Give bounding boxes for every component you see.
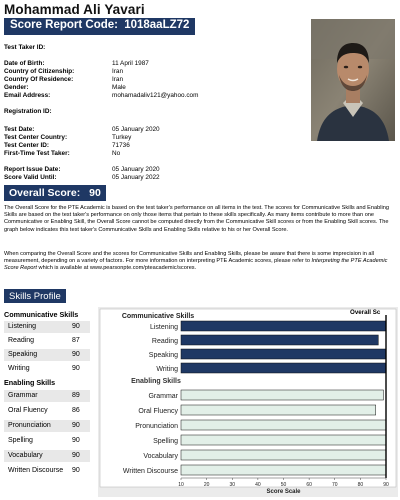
portrait-image (311, 19, 395, 141)
vocabulary-score: 90 (72, 452, 80, 459)
chart-label-reading: Reading (151, 338, 178, 345)
chart-bar-speaking (181, 349, 386, 359)
test-center-country-label: Test Center Country: (4, 134, 68, 141)
gender-label: Gender: (4, 84, 29, 91)
scores-url-text: which is available at www.pearsonpte.com/pteacademic/scores. (36, 265, 197, 272)
chart-x-tick-label-60: 60 (306, 482, 312, 488)
speaking-label: Speaking (8, 351, 38, 358)
dob-label: Date of Birth: (4, 60, 45, 67)
chart-enabling-heading: Enabling Skills (131, 378, 181, 385)
report-code-value: 1018aaLZ72 (124, 19, 190, 31)
listening-score: 90 (72, 323, 80, 330)
report-code-label: Score Report Code: (10, 19, 118, 31)
skills-profile-chart (98, 307, 398, 497)
oral-fluency-score: 86 (72, 407, 80, 414)
chart-x-tick-label-20: 20 (203, 482, 210, 488)
grammar-score: 89 (72, 392, 80, 399)
dob-value: 11 April 1987 (112, 60, 149, 67)
vocabulary-label: Vocabulary (8, 452, 43, 459)
chart-label-written-discourse: Written Discourse (122, 468, 178, 475)
overall-score-value: 90 (89, 187, 101, 199)
chart-bar-vocabulary (181, 450, 386, 460)
pronunciation-label: Pronunciation (8, 422, 51, 429)
test-taker-id-label: Test Taker ID: (4, 44, 46, 51)
score-valid-until-value: 05 January 2022 (112, 174, 160, 181)
oral-fluency-label: Oral Fluency (8, 407, 48, 414)
score-report-code-banner (4, 18, 195, 35)
chart-x-axis-label: Score Scale (266, 489, 301, 495)
overall-score-banner (4, 185, 106, 201)
chart-label-vocabulary: Vocabulary (143, 453, 178, 460)
chart-label-grammar: Grammar (148, 393, 178, 400)
chart-label-spelling: Spelling (153, 438, 178, 445)
skills-profile-header: Skills Profile (4, 289, 66, 303)
writing-score: 90 (72, 365, 80, 372)
chart-bar-spelling (181, 435, 386, 445)
chart-bar-writing (181, 363, 386, 373)
chart-label-oral-fluency: Oral Fluency (138, 408, 178, 415)
chart-x-tick-label-10: 10 (178, 482, 184, 488)
email-value: mohamadaliv121@yahoo.com (112, 92, 199, 99)
grammar-label: Grammar (8, 392, 38, 399)
test-taker-photo (311, 19, 395, 141)
test-date-label: Test Date: (4, 126, 35, 133)
chart-bar-reading (181, 335, 378, 345)
spelling-label: Spelling (8, 437, 33, 444)
overall-score-label: Overall Score: (9, 187, 81, 199)
chart-label-listening: Listening (149, 324, 178, 331)
comparison-text: When comparing the Overall Score and the scores for Communicative Skills and Enabling Skills, please be aware that there is some imprecision in all measurement, depending on a variety of factors. For more information on interpreting PTE Academic scores, please refer to (4, 251, 374, 265)
test-taker-name: Mohammad Ali Yavari (4, 2, 145, 17)
chart-x-tick-label-50: 50 (280, 482, 287, 488)
chart-label-speaking: Speaking (148, 352, 178, 359)
residence-value: Iran (112, 76, 124, 83)
score-valid-until-label: Score Valid Until: (4, 174, 57, 181)
report-issue-date-value: 05 January 2020 (112, 166, 160, 173)
overall-explanation-paragraph: The Overall Score for the PTE Academic is based on the test taker's performance on all items in the test. The scores for Communicative Skills and Enabling Skills are based on the test taker's performance on only those items that pertain to these skills specifically. As many items contribute to more than one Communicative or Enabling Skill, the Overall Score cannot be computed directly from the Communicative Skill scores or from the Enabling Skill scores. The graph below indicates this test taker's Communicative Skills and Enabling Skills relative to his or her Overall Score. (4, 205, 389, 233)
interpreting-guide-title: Interpreting the PTE Academic Score Report (4, 258, 388, 272)
reading-score: 87 (72, 337, 80, 344)
first-time-value: No (112, 150, 121, 157)
first-time-label: First-Time Test Taker: (4, 150, 70, 157)
skills-bar-chart (98, 307, 398, 497)
test-date-value: 05 January 2020 (112, 126, 160, 133)
chart-x-tick-label-30: 30 (229, 482, 236, 488)
written-discourse-label: Written Discourse (8, 467, 64, 474)
test-center-country-value: Turkey (112, 134, 132, 141)
citizenship-value: Iran (112, 68, 124, 75)
chart-x-tick-label-80: 80 (357, 482, 364, 488)
written-discourse-score: 90 (72, 467, 80, 474)
enabling-skills-heading: Enabling Skills (4, 378, 56, 387)
comparison-paragraph (4, 251, 396, 273)
citizenship-label: Country of Citizenship: (4, 68, 75, 75)
chart-label-writing: Writing (156, 366, 178, 373)
speaking-score: 90 (72, 351, 80, 358)
residence-label: Country Of Residence: (4, 76, 74, 83)
chart-x-tick-label-40: 40 (255, 482, 261, 488)
chart-bar-pronunciation (181, 420, 386, 430)
chart-bar-written-discourse (181, 465, 386, 475)
chart-x-tick-label-70: 70 (331, 482, 338, 488)
chart-bar-listening (181, 321, 386, 331)
gender-value: Male (112, 84, 126, 91)
chart-x-tick-label-90: 90 (383, 482, 389, 488)
reading-label: Reading (8, 337, 35, 344)
spelling-score: 90 (72, 437, 80, 444)
test-center-id-value: 71736 (112, 142, 130, 149)
writing-label: Writing (8, 365, 30, 372)
listening-label: Listening (8, 323, 37, 330)
chart-bar-oral-fluency (181, 405, 376, 415)
chart-overall-score-label: Overall Sc (350, 309, 381, 316)
registration-id-label: Registration ID: (4, 108, 52, 115)
report-issue-date-label: Report Issue Date: (4, 166, 61, 173)
chart-bar-grammar (181, 390, 383, 400)
test-center-id-label: Test Center ID: (4, 142, 49, 149)
pronunciation-score: 90 (72, 422, 80, 429)
chart-label-pronunciation: Pronunciation (135, 423, 178, 430)
chart-communicative-heading: Communicative Skills (121, 313, 195, 320)
email-label: Email Address: (4, 92, 51, 99)
communicative-skills-heading: Communicative Skills (4, 310, 79, 319)
